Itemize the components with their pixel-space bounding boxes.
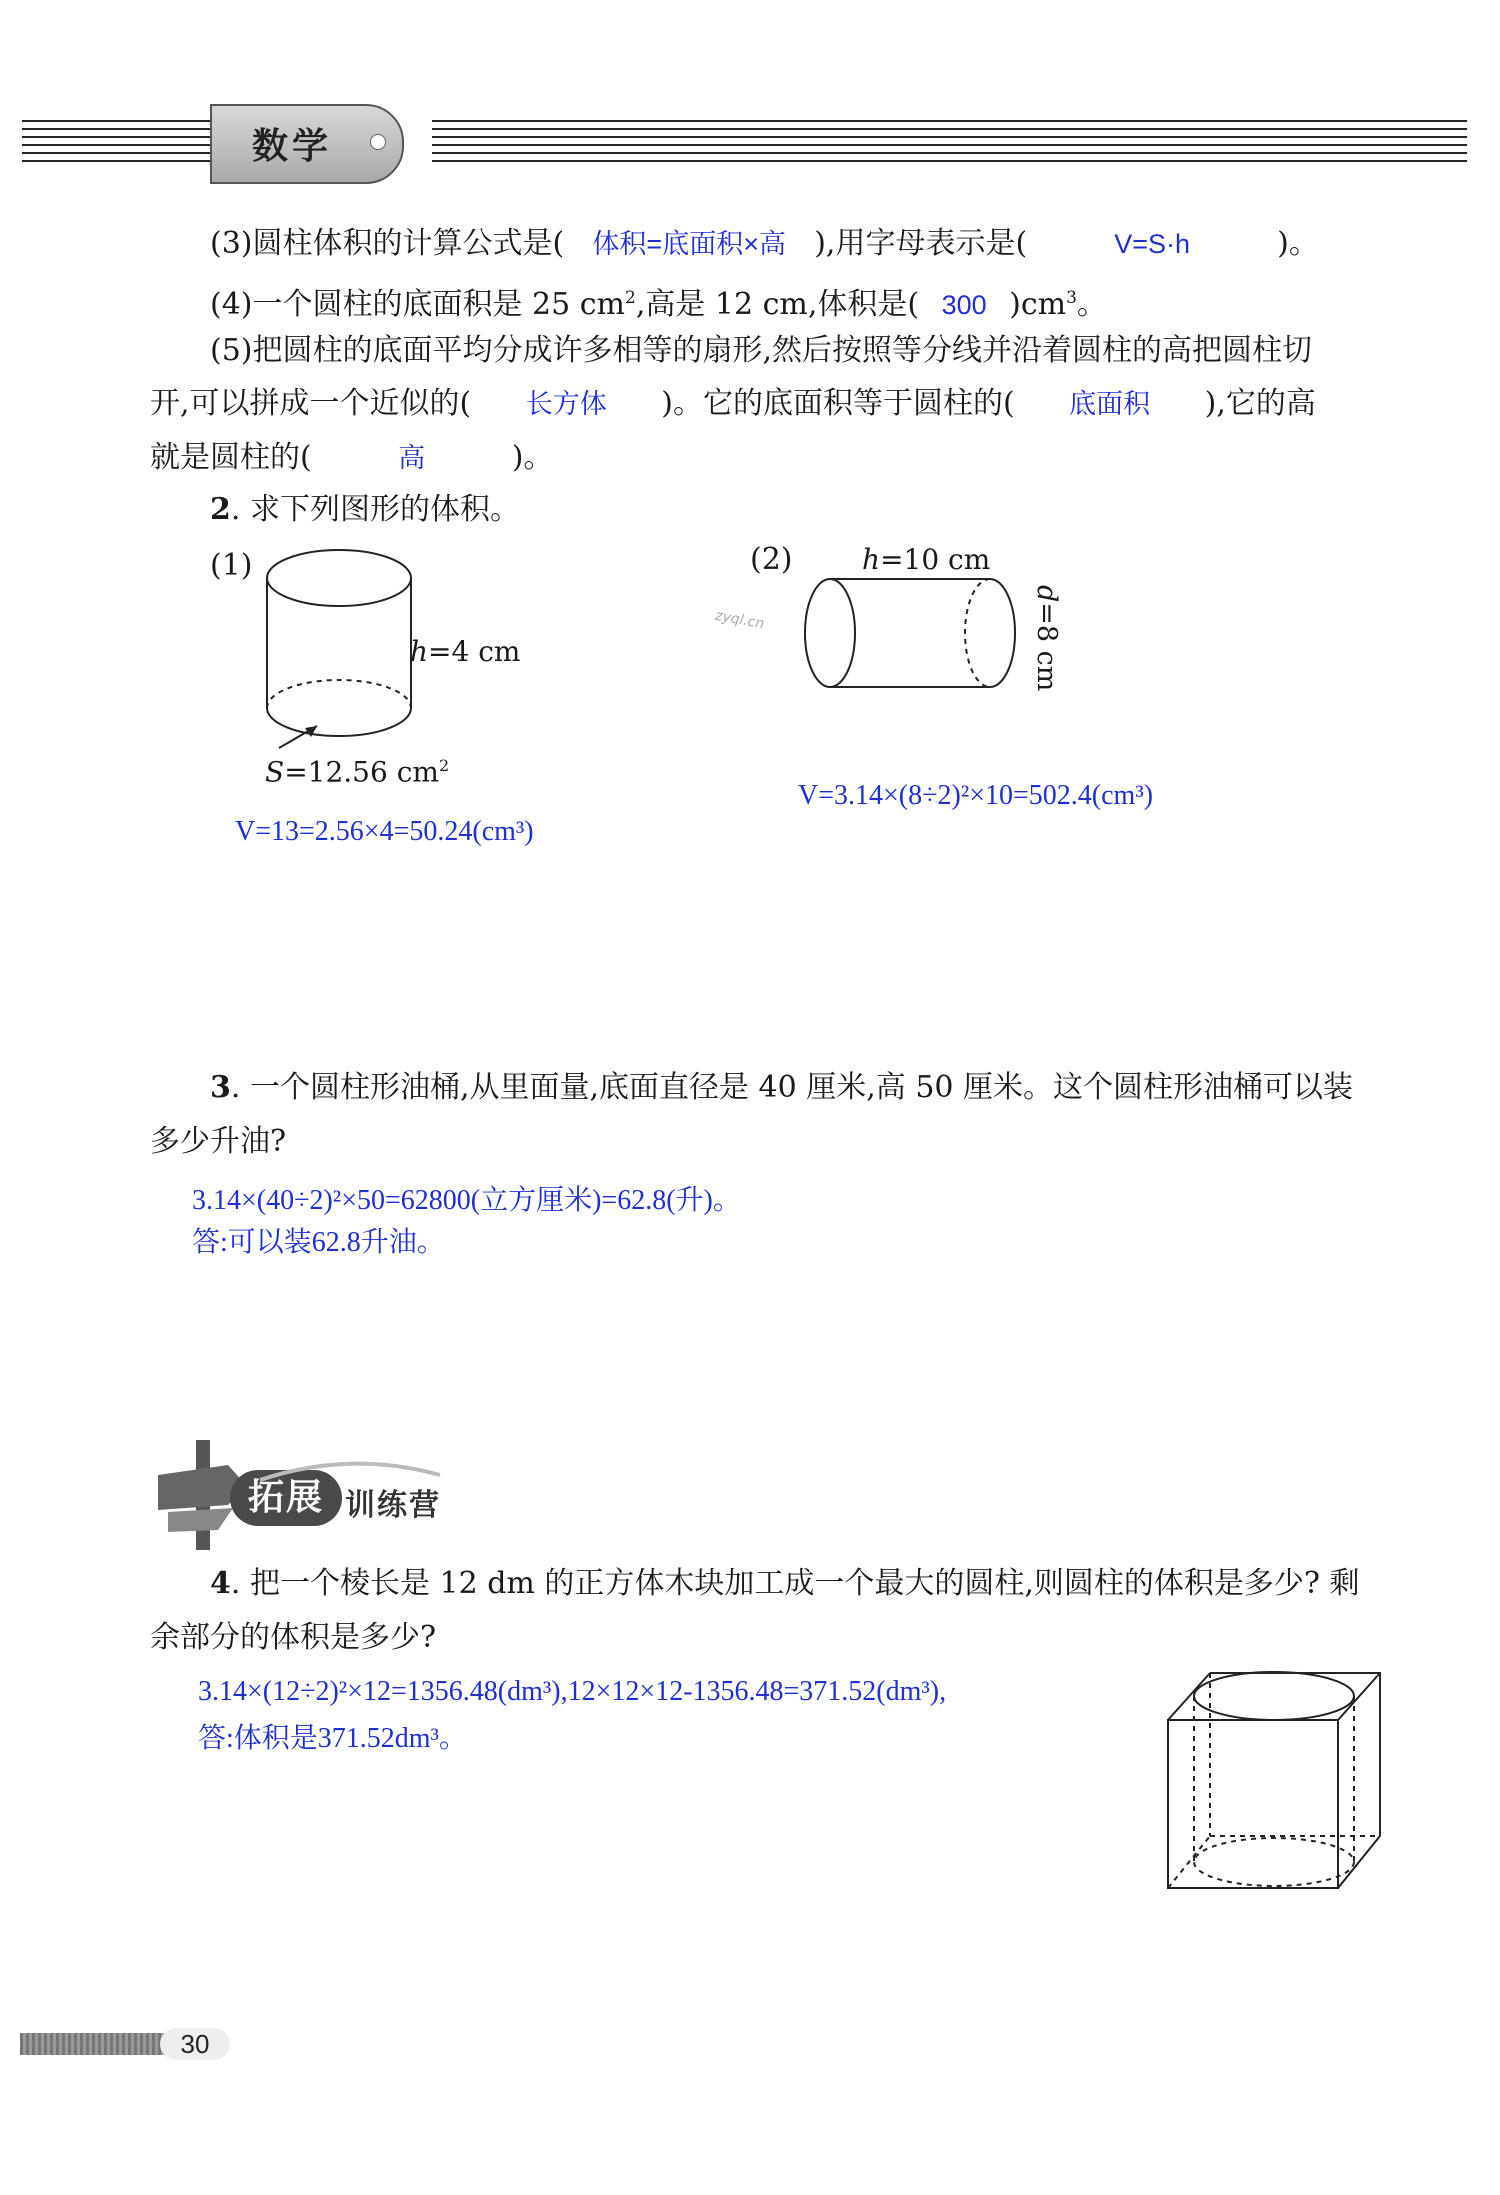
footer-bar xyxy=(20,2033,165,2055)
var-s: S xyxy=(265,755,285,789)
q4-answer-2: 答:体积是371.52dm³。 xyxy=(198,1723,467,1754)
q1-item5-line3 xyxy=(150,432,553,484)
q1-item5-line1: (5)把圆柱的底面平均分成许多相等的扇形,然后按照等分线并沿着圆柱的高把圆柱切 xyxy=(210,333,1313,368)
d-value: =8 cm xyxy=(1031,602,1062,692)
q1-item3-text: (3)圆柱体积的计算公式是( xyxy=(210,226,565,261)
var-h: h xyxy=(862,543,881,576)
q1-item5-l2c: ),它的高 xyxy=(1204,386,1316,421)
q1-item5-l2b: )。它的底面积等于圆柱的( xyxy=(661,386,1015,421)
q1-item4-end: 。 xyxy=(1076,287,1107,322)
q4-number: 4 xyxy=(210,1566,231,1601)
s-value: =12.56 cm xyxy=(284,755,439,789)
fig1-area-label xyxy=(265,740,449,798)
answer-cuboid: 长方体 xyxy=(525,389,607,419)
section-swoosh xyxy=(250,1455,450,1485)
q1-item5-l3a: 就是圆柱的( xyxy=(150,440,312,475)
q4-line1-text: . 把一个棱长是 12 dm 的正方体木块加工成一个最大的圆柱,则圆柱的体积是多少? 剩 xyxy=(230,1566,1360,1601)
q1-item5-line2 xyxy=(150,378,1316,430)
sup-2: 2 xyxy=(625,288,636,308)
q1-item4 xyxy=(210,272,1107,331)
q3-answer-1: 3.14×(40÷2)²×50=62800(立方厘米)=62.8(升)。 xyxy=(192,1185,741,1216)
q1-item4-post: )cm xyxy=(1009,287,1067,322)
var-h: h xyxy=(410,635,429,668)
h-value: =10 cm xyxy=(880,543,991,576)
tab-hole-icon xyxy=(370,134,386,150)
answer-formula-words: 体积=底面积×高 xyxy=(592,229,786,259)
watermark: zyql.cn xyxy=(713,607,766,633)
page-number: 30 xyxy=(160,2028,230,2060)
var-d: d xyxy=(1031,585,1062,603)
q4-line2: 余部分的体积是多少? xyxy=(150,1620,437,1655)
q3-line1-text: . 一个圆柱形油桶,从里面量,底面直径是 40 厘米,高 50 厘米。这个圆柱形油桶可以装 xyxy=(230,1070,1354,1105)
q1-item5-l2a: 开,可以拼成一个近似的( xyxy=(150,386,472,421)
cylinder-upright-figure xyxy=(255,538,435,758)
answer-formula-letters: V=S·h xyxy=(1114,229,1191,259)
q3-answer-2: 答:可以装62.8升油。 xyxy=(192,1227,445,1258)
fig1-height-label xyxy=(410,626,520,678)
h-value: =4 cm xyxy=(428,635,521,668)
fig2-label: (2) xyxy=(750,542,793,577)
q2-title-text: . 求下列图形的体积。 xyxy=(230,492,520,527)
q1-item3-mid: ),用字母表示是( xyxy=(814,226,1028,261)
q1-item3 xyxy=(210,218,1319,270)
q3-number: 3 xyxy=(210,1070,231,1105)
q1-item4-mid: ,高是 12 cm,体积是( xyxy=(635,287,920,322)
q4-line1 xyxy=(210,1558,1360,1610)
fig1-label: (1) xyxy=(210,548,253,583)
q1-item5-l3b: )。 xyxy=(511,440,554,475)
subject-title: 数学 xyxy=(252,126,333,167)
cube-with-cylinder-figure xyxy=(1160,1668,1390,1898)
answer-base-area: 底面积 xyxy=(1069,389,1151,419)
q3-line2: 多少升油? xyxy=(150,1124,287,1159)
q2-number: 2 xyxy=(210,492,231,527)
q4-answer-1: 3.14×(12÷2)²×12=1356.48(dm³),12×12×12-1356.48=371.52(dm³), xyxy=(198,1676,947,1707)
fig2-diameter-label xyxy=(1026,585,1066,692)
sup-2: 2 xyxy=(438,756,450,775)
answer-height: 高 xyxy=(398,443,426,473)
answer-volume: 300 xyxy=(941,290,987,320)
sup-3: 3 xyxy=(1066,288,1077,308)
section-title-badge: 拓展 xyxy=(230,1470,342,1526)
section-title-sub: 训练营 xyxy=(345,1488,441,1523)
q1-item3-post: )。 xyxy=(1277,226,1319,261)
q3-line1 xyxy=(210,1062,1353,1114)
q2-title xyxy=(210,484,520,536)
q2-answer-2: V=3.14×(8÷2)²×10=502.4(cm³) xyxy=(798,780,1154,811)
q2-answer-1: V=13=2.56×4=50.24(cm³) xyxy=(235,816,534,847)
cylinder-horizontal-figure xyxy=(800,575,1025,695)
q1-item4-text: (4)一个圆柱的底面积是 25 cm xyxy=(210,287,625,322)
